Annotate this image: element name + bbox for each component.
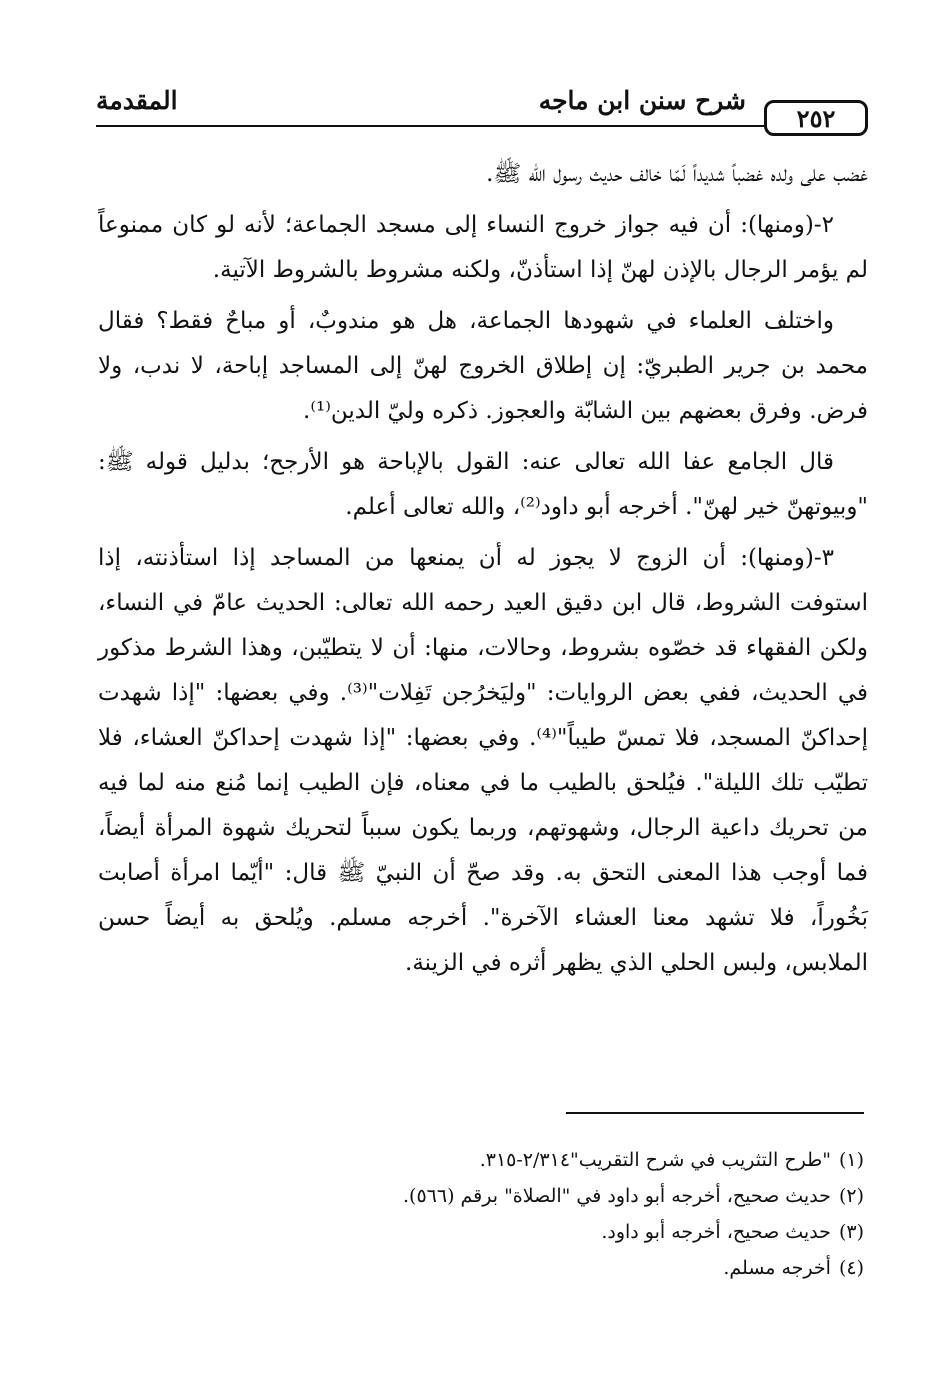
footnotes — [104, 1142, 864, 1286]
paragraph: ٣-(ومنها): أن الزوج لا يجوز له أن يمنعها من المساجد إذا استأذنته، إذا استوفت الشروط، قال ابن دقيق العيد رحمه الله تعالى: الحديث عامّ في النساء، ولكن الفقهاء قد خصّوه بشروط، وحالات، منها: أن لا يتطيّبن، وهذا الشرط مذكور في الحديث، ففي بعض الروايات: "وليَخرُجن تَفِلات"⁽³⁾. وفي بعضها: "إذا شهدت إحداكنّ المسجد، فلا تمسّ طيباً"⁽⁴⁾. وفي بعضها: "إذا شهدت إحداكنّ العشاء، فلا تطيّب تلك الليلة". فيُلحق بالطيب ما في معناه، فإن الطيب إنما مُنع منه لما فيه من تحريك داعية الرجال، وشهوتهم، وربما يكون سبباً لتحريك شهوة المرأة أيضاً، فما أوجب هذا المعنى التحق به. وقد صحّ أن النبيّ ﷺ قال: "أيّما امرأة أصابت بَخُوراً، فلا تشهد معنا العشاء الآخرة". أخرجه مسلم. ويُلحق به أيضاً حسن الملابس، ولبس الحلي الذي يظهر أثره في الزينة. — [98, 545, 868, 976]
footnote-separator — [566, 1112, 864, 1114]
footnote-text: أخرجه مسلم. — [723, 1257, 831, 1279]
book-title: شرح سنن ابن ماجه — [538, 86, 746, 115]
header-rule — [96, 125, 764, 127]
footnote — [104, 1214, 864, 1250]
footnote-text: "طرح التثريب في شرح التقريب"٢/٣١٤-٣١٥. — [479, 1149, 831, 1171]
paragraph: واختلف العلماء في شهودها الجماعة، هل هو مندوبٌ، أو مباحٌ فقط؟ فقال محمد بن جرير الطبريّ: إن إطلاق الخروج لهنّ إلى المساجد إباحة، لا ندب، ولا فرض. وفرق بعضهم بين الشابّة والعجوز. ذكره وليّ الدين⁽¹⁾. — [98, 308, 868, 424]
footnote — [104, 1250, 864, 1286]
section-title: المقدمة — [96, 86, 178, 115]
footnote-mark: (٢) — [838, 1185, 864, 1207]
footnote-text: حديث صحيح، أخرجه أبو داود. — [601, 1221, 831, 1243]
footnote-mark: (٣) — [838, 1221, 864, 1243]
page-header — [96, 80, 868, 132]
footnote — [104, 1142, 864, 1178]
footnote-mark: (٤) — [838, 1257, 864, 1279]
footnote-mark: (١) — [838, 1149, 864, 1171]
main-text — [98, 152, 868, 992]
footnote-text: حديث صحيح، أخرجه أبو داود في "الصلاة" برقم (٥٦٦). — [403, 1185, 831, 1207]
paragraph: قال الجامع عفا الله تعالى عنه: القول بالإباحة هو الأرجح؛ بدليل قوله ﷺ: "وبيوتهنّ خير لهنّ". أخرجه أبو داود⁽²⁾، والله تعالى أعلم. — [98, 449, 868, 520]
page-number: ٢٥٢ — [764, 100, 868, 136]
paragraph: ٢-(ومنها): أن فيه جواز خروج النساء إلى مسجد الجماعة؛ لأنه لو كان ممنوعاً لم يؤمر الرجال بالإذن لهنّ إذا استأذنّ، ولكنه مشروط بالشروط الآتية. — [98, 212, 868, 283]
paragraph: غضب على ولده غضباً شديداً لَمّا خالف حديث رسول الله ﷺ. — [486, 161, 868, 187]
footnote — [104, 1178, 864, 1214]
